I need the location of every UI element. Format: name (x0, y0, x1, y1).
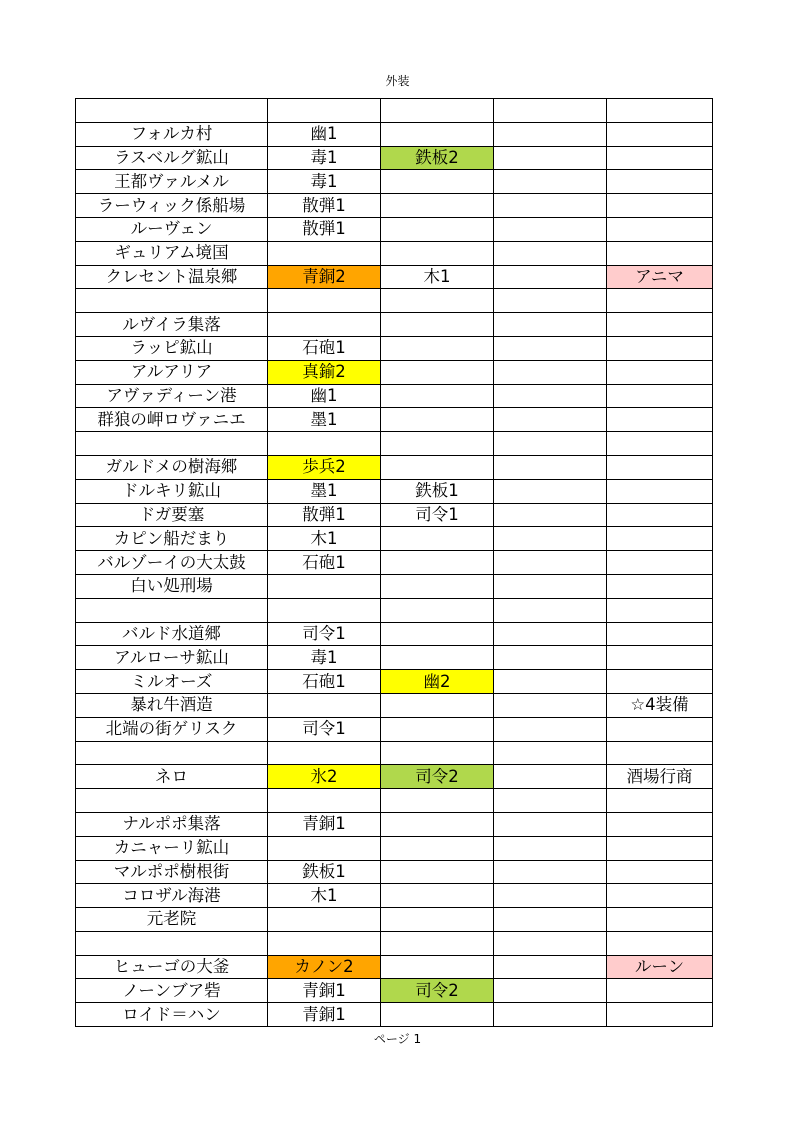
material-cell-1[interactable]: 毒1 (268, 646, 381, 670)
location-name-cell[interactable]: クレセント温泉郷 (76, 265, 268, 289)
material-cell-3[interactable] (494, 265, 607, 289)
material-cell-4[interactable] (607, 670, 713, 694)
material-cell-2[interactable]: 司令2 (381, 979, 494, 1003)
material-cell-4[interactable] (607, 860, 713, 884)
material-cell-3[interactable] (494, 289, 607, 313)
location-name-cell[interactable] (76, 289, 268, 313)
material-cell-2[interactable] (381, 336, 494, 360)
material-cell-4[interactable] (607, 503, 713, 527)
material-cell-4[interactable] (607, 360, 713, 384)
table-row (76, 551, 713, 575)
table-row (76, 574, 713, 598)
material-cell-1[interactable]: 歩兵2 (268, 455, 381, 479)
material-cell-4[interactable] (607, 336, 713, 360)
location-name-cell[interactable]: マルポポ樹根街 (76, 860, 268, 884)
material-cell-2[interactable] (381, 574, 494, 598)
material-cell-3[interactable] (494, 979, 607, 1003)
location-name-cell[interactable] (76, 598, 268, 622)
material-cell-2[interactable] (381, 217, 494, 241)
table-row (76, 527, 713, 551)
material-cell-2[interactable] (381, 99, 494, 123)
table-row (76, 622, 713, 646)
material-cell-4[interactable] (607, 717, 713, 741)
table-row (76, 455, 713, 479)
material-cell-2[interactable] (381, 622, 494, 646)
table-row (76, 836, 713, 860)
material-cell-1[interactable] (268, 789, 381, 813)
material-cell-3[interactable] (494, 931, 607, 955)
material-cell-3[interactable] (494, 884, 607, 908)
material-cell-4[interactable] (607, 931, 713, 955)
table-row (76, 908, 713, 932)
material-cell-4[interactable] (607, 622, 713, 646)
table-row (76, 1003, 713, 1027)
material-cell-1[interactable]: カノン2 (268, 955, 381, 979)
material-cell-1[interactable]: 司令1 (268, 717, 381, 741)
material-cell-3[interactable] (494, 455, 607, 479)
material-cell-3[interactable] (494, 336, 607, 360)
location-name-cell[interactable]: 王都ヴァルメル (76, 170, 268, 194)
location-name-cell[interactable]: 元老院 (76, 908, 268, 932)
material-cell-2[interactable] (381, 646, 494, 670)
location-name-cell[interactable]: ヒューゴの大釜 (76, 955, 268, 979)
material-cell-3[interactable] (494, 170, 607, 194)
material-cell-1[interactable]: 石砲1 (268, 670, 381, 694)
table-row (76, 122, 713, 146)
material-cell-1[interactable]: 司令1 (268, 622, 381, 646)
material-cell-4[interactable] (607, 836, 713, 860)
table-row (76, 479, 713, 503)
location-name-cell[interactable]: アルアリア (76, 360, 268, 384)
material-cell-2[interactable]: 司令2 (381, 765, 494, 789)
material-cell-2[interactable] (381, 741, 494, 765)
material-cell-2[interactable]: 鉄板2 (381, 146, 494, 170)
material-cell-3[interactable] (494, 574, 607, 598)
material-cell-1[interactable]: 青銅1 (268, 979, 381, 1003)
material-cell-4[interactable] (607, 574, 713, 598)
table-row (76, 860, 713, 884)
material-cell-1[interactable]: 幽1 (268, 122, 381, 146)
table-row (76, 99, 713, 123)
location-name-cell[interactable]: ナルポポ集落 (76, 812, 268, 836)
material-cell-3[interactable] (494, 789, 607, 813)
table-row (76, 931, 713, 955)
material-cell-3[interactable] (494, 717, 607, 741)
material-cell-3[interactable] (494, 194, 607, 218)
material-cell-1[interactable]: 真鍮2 (268, 360, 381, 384)
material-cell-2[interactable]: 鉄板1 (381, 479, 494, 503)
material-cell-1[interactable] (268, 693, 381, 717)
material-cell-1[interactable]: 木1 (268, 884, 381, 908)
table-row (76, 408, 713, 432)
table-row (76, 194, 713, 218)
location-name-cell[interactable] (76, 432, 268, 456)
material-cell-3[interactable] (494, 765, 607, 789)
material-cell-4[interactable] (607, 194, 713, 218)
location-name-cell[interactable] (76, 789, 268, 813)
material-cell-4[interactable]: アニマ (607, 265, 713, 289)
material-cell-2[interactable] (381, 551, 494, 575)
material-cell-3[interactable] (494, 955, 607, 979)
table-row (76, 384, 713, 408)
material-cell-3[interactable] (494, 908, 607, 932)
material-cell-1[interactable]: 青銅2 (268, 265, 381, 289)
table-row (76, 313, 713, 337)
material-cell-4[interactable] (607, 979, 713, 1003)
location-name-cell[interactable]: バルゾーイの大太鼓 (76, 551, 268, 575)
material-cell-4[interactable] (607, 313, 713, 337)
material-cell-3[interactable] (494, 122, 607, 146)
material-cell-4[interactable] (607, 289, 713, 313)
table-row (76, 170, 713, 194)
table-row (76, 812, 713, 836)
table-row (76, 265, 713, 289)
table-row (76, 360, 713, 384)
material-cell-1[interactable]: 幽1 (268, 384, 381, 408)
material-cell-4[interactable] (607, 884, 713, 908)
material-cell-2[interactable] (381, 122, 494, 146)
material-cell-2[interactable] (381, 955, 494, 979)
material-cell-2[interactable] (381, 384, 494, 408)
material-cell-3[interactable] (494, 741, 607, 765)
material-cell-2[interactable] (381, 717, 494, 741)
location-name-cell[interactable]: 群狼の岬ロヴァニエ (76, 408, 268, 432)
material-cell-4[interactable] (607, 812, 713, 836)
table-row (76, 146, 713, 170)
material-cell-3[interactable] (494, 860, 607, 884)
location-name-cell[interactable]: 白い処刑場 (76, 574, 268, 598)
location-name-cell[interactable]: ドルキリ鉱山 (76, 479, 268, 503)
material-cell-2[interactable] (381, 884, 494, 908)
material-cell-2[interactable]: 木1 (381, 265, 494, 289)
material-cell-2[interactable] (381, 598, 494, 622)
location-name-cell[interactable]: アルローサ鉱山 (76, 646, 268, 670)
material-cell-2[interactable] (381, 432, 494, 456)
location-name-cell[interactable]: ネロ (76, 765, 268, 789)
material-cell-4[interactable]: ☆4装備 (607, 693, 713, 717)
table-body (76, 99, 713, 1027)
material-cell-1[interactable] (268, 908, 381, 932)
material-cell-3[interactable] (494, 693, 607, 717)
material-cell-2[interactable]: 司令1 (381, 503, 494, 527)
location-name-cell[interactable]: ドガ要塞 (76, 503, 268, 527)
material-cell-2[interactable] (381, 194, 494, 218)
material-cell-1[interactable]: 木1 (268, 527, 381, 551)
material-cell-3[interactable] (494, 670, 607, 694)
material-cell-3[interactable] (494, 479, 607, 503)
material-cell-2[interactable] (381, 1003, 494, 1027)
material-cell-3[interactable] (494, 432, 607, 456)
material-cell-2[interactable] (381, 527, 494, 551)
page-header-title: 外装 (385, 74, 410, 88)
location-name-cell[interactable]: カニャーリ鉱山 (76, 836, 268, 860)
table-row (76, 598, 713, 622)
material-cell-3[interactable] (494, 646, 607, 670)
material-cell-2[interactable] (381, 408, 494, 432)
spreadsheet-table (75, 98, 713, 1027)
material-cell-4[interactable] (607, 170, 713, 194)
location-name-cell[interactable]: ルヴイラ集落 (76, 313, 268, 337)
location-name-cell[interactable]: 暴れ牛酒造 (76, 693, 268, 717)
material-cell-1[interactable] (268, 931, 381, 955)
material-cell-1[interactable]: 毒1 (268, 170, 381, 194)
location-name-cell[interactable]: アヴァディーン港 (76, 384, 268, 408)
material-cell-4[interactable] (607, 551, 713, 575)
material-cell-3[interactable] (494, 812, 607, 836)
location-name-cell[interactable]: ギュリアム境国 (76, 241, 268, 265)
material-cell-1[interactable]: 墨1 (268, 479, 381, 503)
material-cell-4[interactable] (607, 99, 713, 123)
material-cell-3[interactable] (494, 503, 607, 527)
table-row (76, 241, 713, 265)
material-cell-3[interactable] (494, 408, 607, 432)
material-cell-1[interactable]: 散弾1 (268, 194, 381, 218)
location-name-cell[interactable]: バルド水道郷 (76, 622, 268, 646)
location-name-cell[interactable] (76, 931, 268, 955)
material-cell-4[interactable] (607, 146, 713, 170)
material-cell-4[interactable] (607, 217, 713, 241)
material-cell-2[interactable] (381, 241, 494, 265)
location-name-cell[interactable]: ロイド＝ハン (76, 1003, 268, 1027)
table-row (76, 884, 713, 908)
material-cell-1[interactable]: 石砲1 (268, 336, 381, 360)
material-cell-3[interactable] (494, 622, 607, 646)
material-cell-4[interactable] (607, 1003, 713, 1027)
material-cell-3[interactable] (494, 551, 607, 575)
material-cell-1[interactable]: 散弾1 (268, 503, 381, 527)
material-cell-2[interactable] (381, 289, 494, 313)
material-cell-4[interactable] (607, 908, 713, 932)
material-cell-1[interactable] (268, 241, 381, 265)
material-cell-4[interactable]: ルーン (607, 955, 713, 979)
table-row (76, 765, 713, 789)
location-name-cell[interactable]: フォルカ村 (76, 122, 268, 146)
material-cell-3[interactable] (494, 1003, 607, 1027)
material-cell-3[interactable] (494, 99, 607, 123)
material-cell-4[interactable]: 酒場行商 (607, 765, 713, 789)
location-name-cell[interactable] (76, 741, 268, 765)
location-name-cell[interactable]: コロザル海港 (76, 884, 268, 908)
material-cell-4[interactable] (607, 432, 713, 456)
material-cell-1[interactable]: 氷2 (268, 765, 381, 789)
table-row (76, 717, 713, 741)
material-cell-2[interactable] (381, 313, 494, 337)
table-row (76, 979, 713, 1003)
location-name-cell[interactable]: ルーヴェン (76, 217, 268, 241)
table-row (76, 336, 713, 360)
material-cell-3[interactable] (494, 217, 607, 241)
table-row (76, 670, 713, 694)
location-name-cell[interactable]: ノーンブア砦 (76, 979, 268, 1003)
material-cell-3[interactable] (494, 313, 607, 337)
table-row (76, 217, 713, 241)
material-cell-1[interactable]: 青銅1 (268, 812, 381, 836)
material-cell-4[interactable] (607, 241, 713, 265)
material-cell-1[interactable] (268, 598, 381, 622)
material-cell-1[interactable] (268, 432, 381, 456)
material-cell-1[interactable] (268, 836, 381, 860)
material-cell-4[interactable] (607, 646, 713, 670)
material-cell-2[interactable] (381, 789, 494, 813)
material-cell-1[interactable]: 墨1 (268, 408, 381, 432)
material-cell-2[interactable]: 幽2 (381, 670, 494, 694)
table-row (76, 955, 713, 979)
material-cell-4[interactable] (607, 384, 713, 408)
table-row (76, 289, 713, 313)
material-cell-4[interactable] (607, 789, 713, 813)
material-cell-4[interactable] (607, 741, 713, 765)
table-row (76, 646, 713, 670)
material-cell-1[interactable]: 石砲1 (268, 551, 381, 575)
material-cell-4[interactable] (607, 408, 713, 432)
material-cell-3[interactable] (494, 598, 607, 622)
material-cell-2[interactable] (381, 931, 494, 955)
material-cell-2[interactable] (381, 836, 494, 860)
material-cell-1[interactable] (268, 313, 381, 337)
location-name-cell[interactable]: カピン船だまり (76, 527, 268, 551)
material-cell-4[interactable] (607, 479, 713, 503)
table-row (76, 432, 713, 456)
material-cell-4[interactable] (607, 527, 713, 551)
material-cell-1[interactable] (268, 99, 381, 123)
material-cell-4[interactable] (607, 122, 713, 146)
material-cell-3[interactable] (494, 146, 607, 170)
material-cell-3[interactable] (494, 360, 607, 384)
table-row (76, 693, 713, 717)
material-cell-4[interactable] (607, 455, 713, 479)
location-name-cell[interactable] (76, 99, 268, 123)
location-name-cell[interactable]: ガルドメの樹海郷 (76, 455, 268, 479)
page-number: ページ 1 (373, 1032, 422, 1046)
material-cell-2[interactable] (381, 455, 494, 479)
location-name-cell[interactable]: ラスベルグ鉱山 (76, 146, 268, 170)
material-cell-2[interactable] (381, 908, 494, 932)
material-cell-2[interactable] (381, 860, 494, 884)
material-cell-2[interactable] (381, 170, 494, 194)
material-cell-1[interactable]: 散弾1 (268, 217, 381, 241)
table-row (76, 789, 713, 813)
material-cell-2[interactable] (381, 693, 494, 717)
material-cell-1[interactable] (268, 289, 381, 313)
material-cell-1[interactable] (268, 741, 381, 765)
material-cell-1[interactable] (268, 574, 381, 598)
material-cell-3[interactable] (494, 241, 607, 265)
material-cell-1[interactable]: 毒1 (268, 146, 381, 170)
location-name-cell[interactable]: ミルオーズ (76, 670, 268, 694)
material-cell-1[interactable]: 鉄板1 (268, 860, 381, 884)
table-row (76, 741, 713, 765)
material-cell-4[interactable] (607, 598, 713, 622)
location-name-cell[interactable]: ラーウィック係船場 (76, 194, 268, 218)
material-cell-3[interactable] (494, 384, 607, 408)
material-cell-3[interactable] (494, 527, 607, 551)
material-cell-2[interactable] (381, 812, 494, 836)
material-cell-1[interactable]: 青銅1 (268, 1003, 381, 1027)
location-name-cell[interactable]: ラッピ鉱山 (76, 336, 268, 360)
material-cell-2[interactable] (381, 360, 494, 384)
material-cell-3[interactable] (494, 836, 607, 860)
location-name-cell[interactable]: 北端の街ゲリスク (76, 717, 268, 741)
table-row (76, 503, 713, 527)
